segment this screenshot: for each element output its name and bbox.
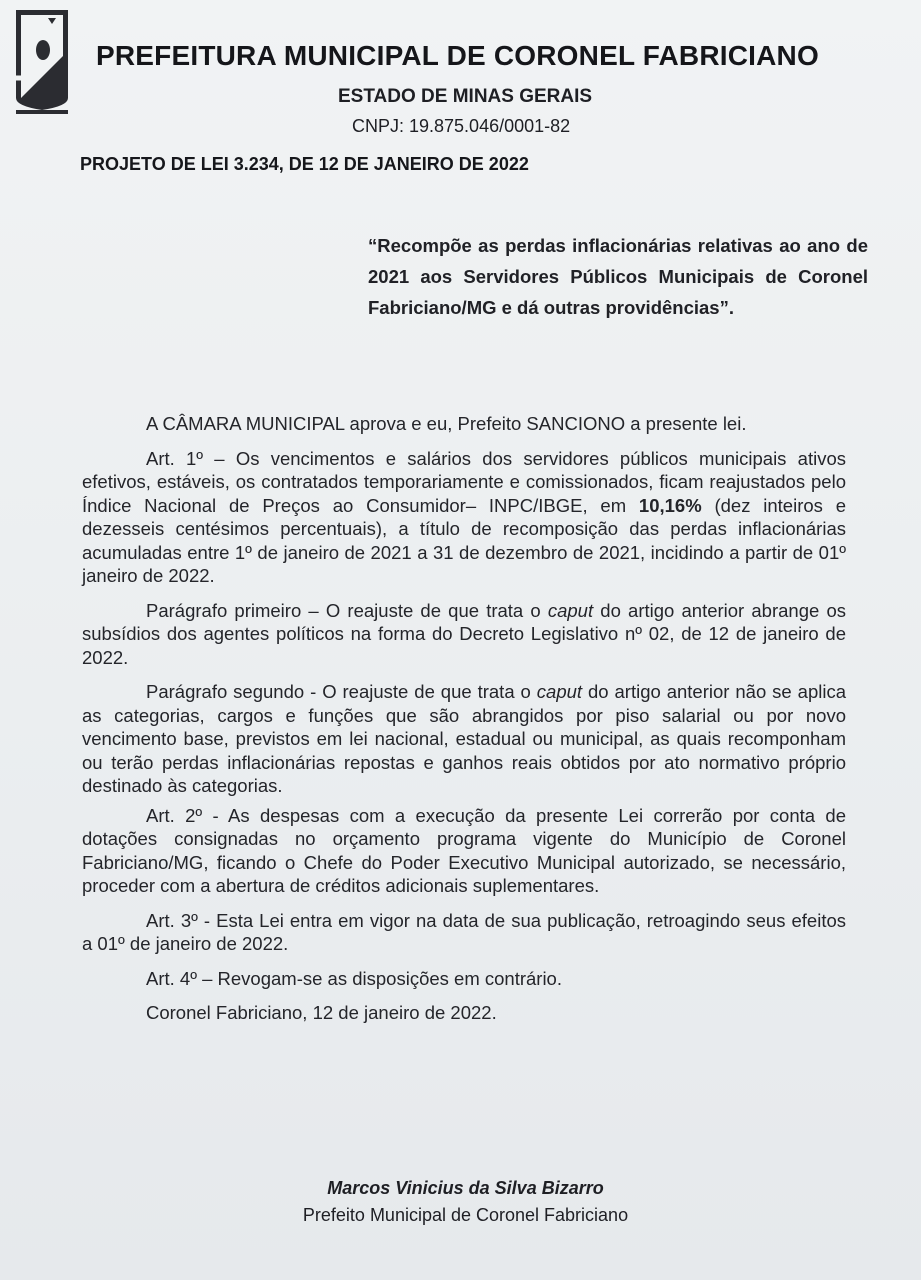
- article-1: [82, 447, 846, 588]
- article-1-rate: 10,16%: [638, 494, 702, 516]
- place-date: Coronel Fabriciano, 12 de janeiro de 2022.: [146, 1002, 497, 1023]
- signatory-name: Marcos Vinicius da Silva Bizarro: [327, 1178, 604, 1198]
- paragraph-second: [82, 680, 846, 798]
- paragraph-second-text-end: do artigo anterior não se aplica as categorias, cargos e funções que são abrangidos por piso salarial ou por novo vencimento base, previstos em lei nacional, estadual ou municipal, as quais recomponham ou terão perdas inflacionárias repostas e ganhos reais obtidos por ato normativo próprio destinado às categorias.: [82, 681, 846, 796]
- paragraph-first-caput: caput: [547, 599, 594, 621]
- signatory-role: Prefeito Municipal de Coronel Fabriciano: [302, 1205, 629, 1225]
- paragraph-second-caput: caput: [536, 681, 583, 702]
- article-4: Art. 4º – Revogam-se as disposições em contrário.: [146, 967, 562, 989]
- paragraph-first: [82, 599, 846, 670]
- bill-title: PROJETO DE LEI 3.234, DE 12 DE JANEIRO DE 2022: [80, 154, 529, 174]
- signature-block: [0, 1178, 921, 1226]
- article-3: Art. 3º - Esta Lei entra em vigor na data de sua publicação, retroagindo seus efeitos a 01º de janeiro de 2022.: [82, 909, 846, 954]
- paragraph-first-text-end: do artigo anterior abrange os subsídios dos agentes políticos na forma do Decreto Legislativo nº 02, de 12 de janeiro de 2022.: [82, 599, 846, 668]
- article-2: Art. 2º - As despesas com a execução da presente Lei correrão por conta de dotações consignadas no orçamento programa vigente do Município de Coronel Fabriciano/MG, ficando o Chefe do Poder Executivo Municipal autorizado, se necessário, proceder com a abertura de créditos adicionais suplementares.: [82, 804, 846, 896]
- document-body: [82, 412, 846, 1036]
- article-1-text-end: (dez inteiros e dezesseis centésimos percentuais), a título de recomposição das perdas inflacionárias acumuladas entre 1º de janeiro de 2021 a 31 de dezembro de 2021, incidindo a partir de 01º janeiro de 2022.: [82, 494, 846, 586]
- header-title: PREFEITURA MUNICIPAL DE CORONEL FABRICIANO: [96, 40, 819, 71]
- paragraph-first-text: Parágrafo primeiro – O reajuste de que trata o: [146, 599, 548, 621]
- header-subtitle: ESTADO DE MINAS GERAIS: [338, 86, 593, 107]
- coat-of-arms-icon: [12, 6, 72, 114]
- article-1-text: Art. 1º – Os vencimentos e salários dos servidores públicos municipais ativos efetivos, estáveis, os contratados temporariamente e comissionados, ficam reajustados pelo Índice Nacional de Preços ao Consumidor– INPC/IBGE, em: [82, 447, 846, 516]
- intro-paragraph: A CÂMARA MUNICIPAL aprova e eu, Prefeito SANCIONO a presente lei.: [146, 413, 747, 434]
- bill-ementa: “Recompõe as perdas inflacionárias relativas ao ano de 2021 aos Servidores Públicos Municipais de Coronel Fabriciano/MG e dá outras providências”.: [368, 235, 868, 318]
- paragraph-second-text: Parágrafo segundo - O reajuste de que trata o: [146, 681, 537, 702]
- header-cnpj: CNPJ: 19.875.046/0001-82: [352, 116, 571, 136]
